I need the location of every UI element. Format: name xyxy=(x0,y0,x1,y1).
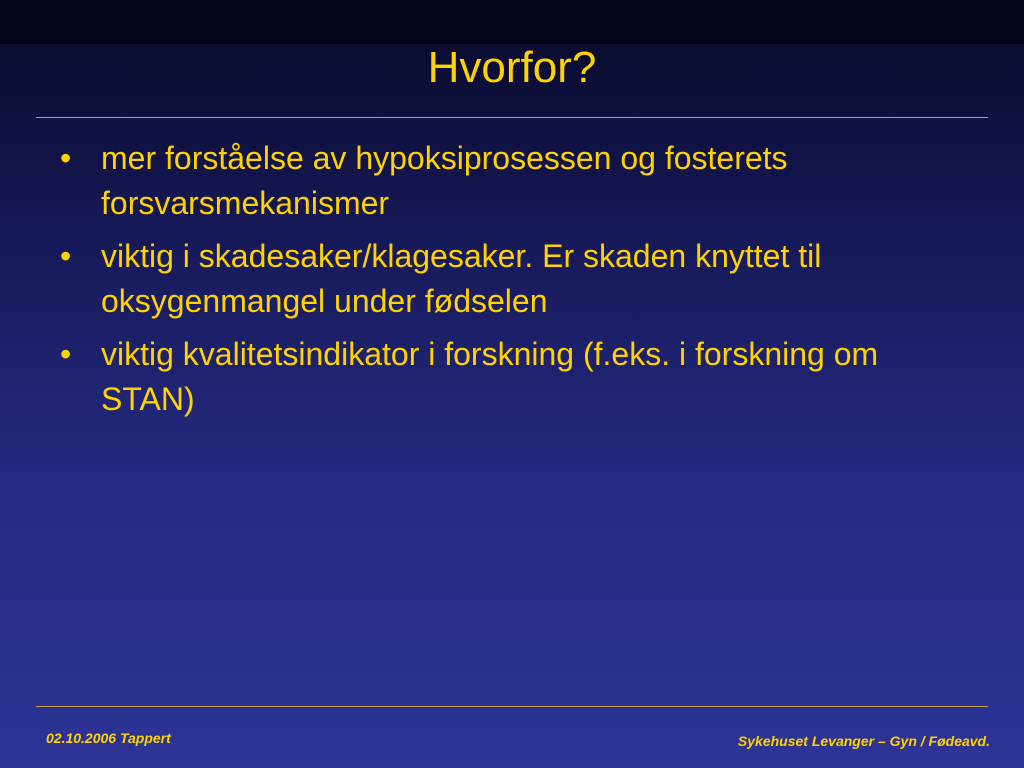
footer-divider xyxy=(36,706,988,707)
footer-date-author: 02.10.2006 Tappert xyxy=(46,730,171,746)
bullet-list xyxy=(60,136,970,430)
bullet-item xyxy=(60,136,970,226)
bullet-dot-icon: • xyxy=(60,140,72,176)
slide-title: Hvorfor? xyxy=(427,43,597,92)
bullet-text: viktig i skadesaker/klagesaker. Er skaden knyttet til oksygenmangel under fødselen xyxy=(101,238,822,319)
title-divider xyxy=(36,117,988,118)
bullet-dot-icon: • xyxy=(60,238,72,274)
bullet-item xyxy=(60,332,970,422)
top-band xyxy=(0,0,1024,44)
footer-organization: Sykehuset Levanger – Gyn / Fødeavd. xyxy=(737,733,990,749)
bullet-item xyxy=(60,234,970,324)
bullet-text: mer forståelse av hypoksiprosessen og fosterets forsvarsmekanismer xyxy=(101,140,788,221)
bullet-text: viktig kvalitetsindikator i forskning (f.eks. i forskning om STAN) xyxy=(101,336,879,417)
bullet-dot-icon: • xyxy=(60,336,72,372)
